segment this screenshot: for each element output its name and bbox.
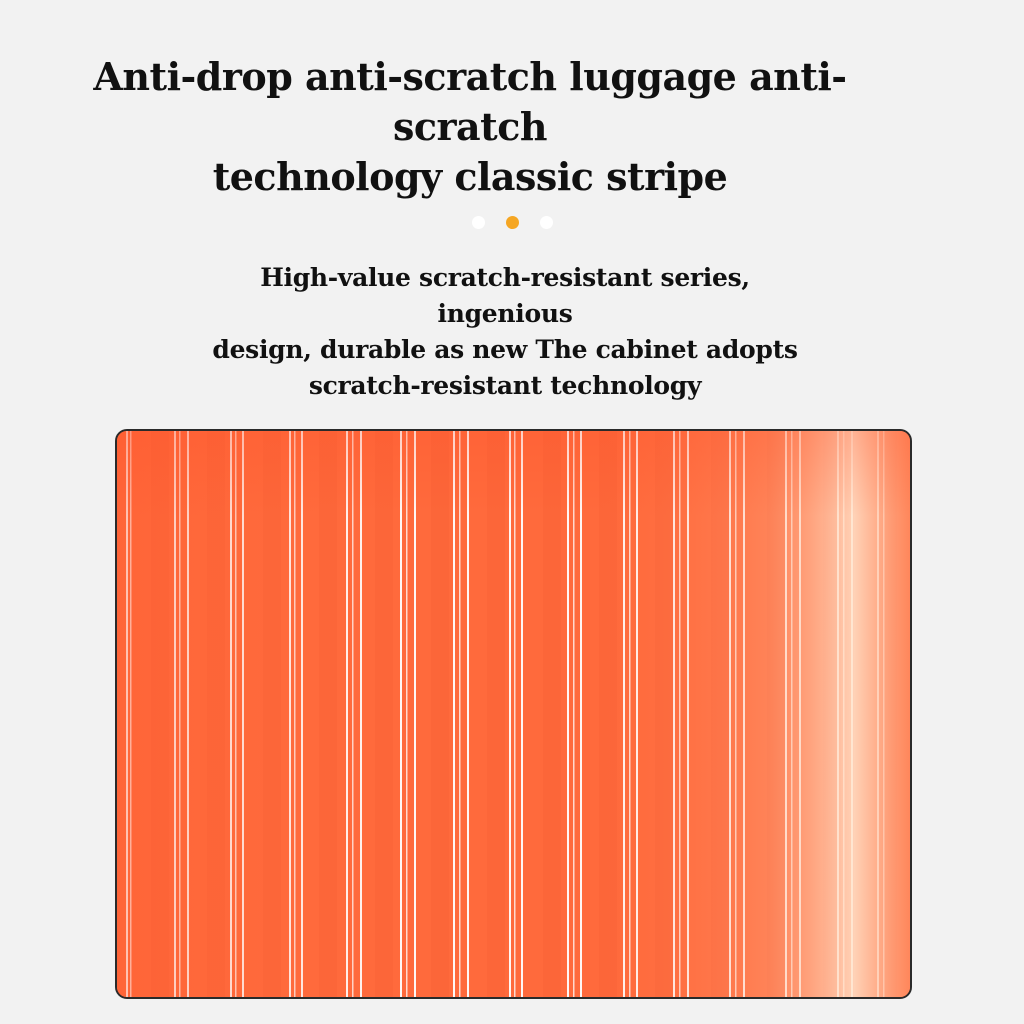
- carousel-dot-2[interactable]: [506, 216, 519, 229]
- description-line-2: design, durable as new The cabinet adopts: [212, 335, 798, 364]
- headline-line-2: technology classic stripe: [212, 154, 728, 199]
- description: [200, 260, 810, 404]
- headline: [40, 52, 900, 202]
- stripe-top-shade: [117, 431, 910, 997]
- luggage-stripe-image: [115, 429, 912, 999]
- headline-line-1: Anti-drop anti-scratch luggage anti-scratch: [93, 54, 847, 149]
- carousel-dot-3[interactable]: [540, 216, 553, 229]
- description-line-1: High-value scratch-resistant series, ingenious: [260, 263, 750, 328]
- description-line-3: scratch-resistant technology: [308, 371, 702, 400]
- stripe-texture: [117, 431, 910, 997]
- carousel-dot-1[interactable]: [472, 216, 485, 229]
- carousel-dots: [0, 216, 1024, 230]
